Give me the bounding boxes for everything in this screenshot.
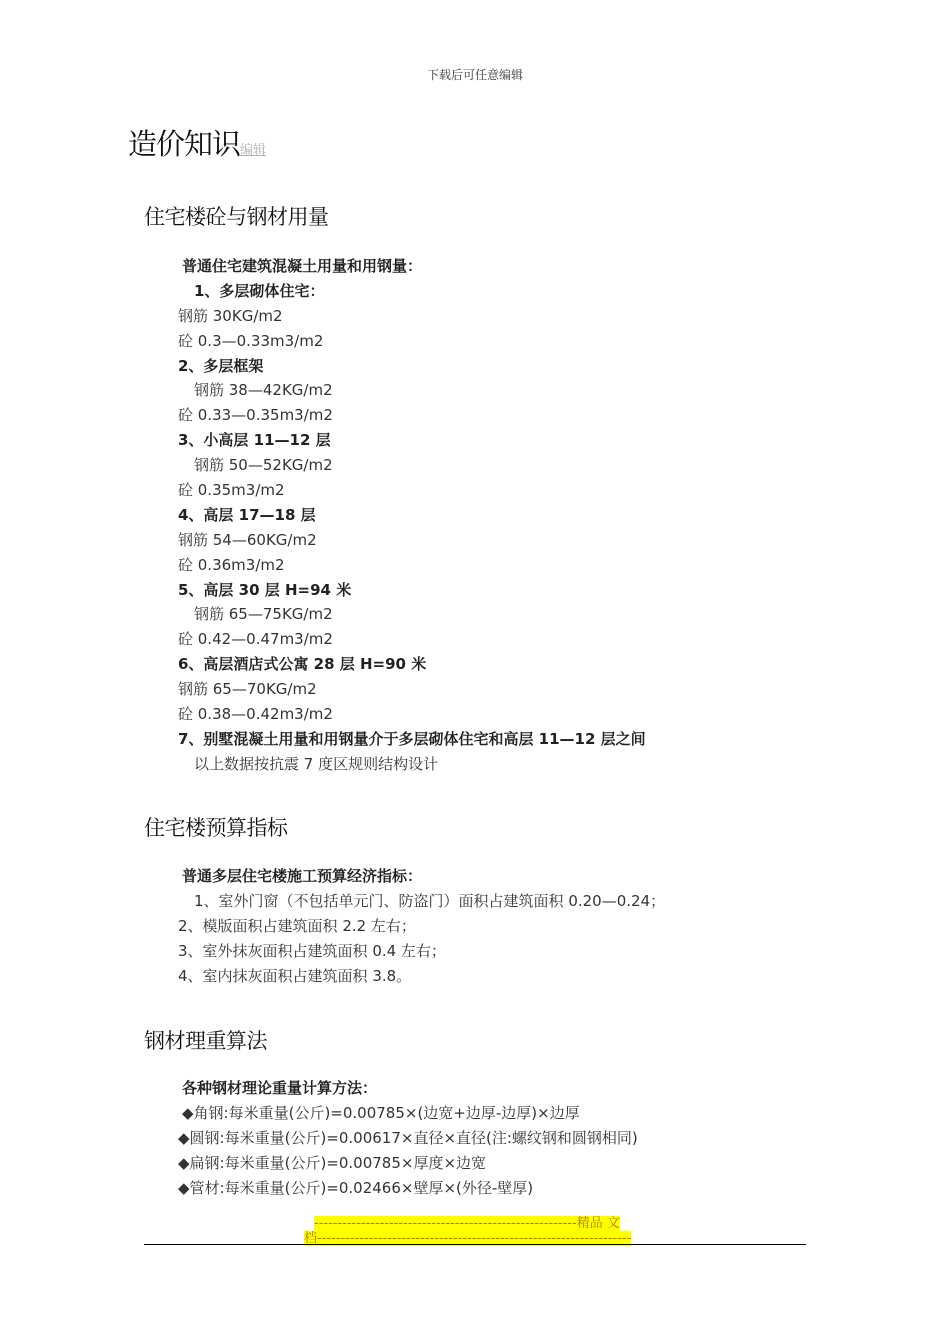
list-item: ◆圆钢:每米重量(公斤)=0.00617×直径×直径(注:螺纹钢和圆钢相同) xyxy=(178,1128,638,1147)
list-item: 钢筋 30KG/m2 xyxy=(178,306,283,325)
footer-banner-text-1: --------------------------------------------------------精品 文 xyxy=(314,1216,620,1231)
list-item: 钢筋 54—60KG/m2 xyxy=(178,530,317,549)
list-item: 2、模版面积占建筑面积 2.2 左右； xyxy=(178,916,416,935)
section-materials-content xyxy=(178,254,818,777)
intro-line: 普通住宅建筑混凝土用量和用钢量： xyxy=(182,257,423,275)
list-item: 钢筋 65—75KG/m2 xyxy=(194,605,333,624)
list-item: ◆扁钢:每米重量(公斤)=0.00785×厚度×边宽 xyxy=(178,1153,487,1172)
list-item: 7、别墅混凝土用量和用钢量介于多层砌体住宅和高层 11—12 层之间 xyxy=(178,729,646,748)
footer-banner-text-2: 档------------------------------------------------------------------- xyxy=(304,1231,632,1246)
list-item: 砼 0.38—0.42m3/m2 xyxy=(178,705,333,724)
section-heading-budget: 住宅楼预算指标 xyxy=(144,816,288,840)
list-item: 砼 0.35m3/m2 xyxy=(178,481,285,500)
header-note: 下载后可任意编辑 xyxy=(426,68,523,82)
list-item: 2、多层框架 xyxy=(178,356,264,375)
edit-link[interactable]: 编辑 xyxy=(240,143,267,158)
list-item: 钢筋 65—70KG/m2 xyxy=(178,680,317,699)
page-title-text: 造价知识 xyxy=(128,127,241,161)
list-item: 5、高层 30 层 H=94 米 xyxy=(178,580,352,599)
list-item: 砼 0.42—0.47m3/m2 xyxy=(178,630,333,649)
list-item: 钢筋 38—42KG/m2 xyxy=(194,381,333,400)
list-item: 3、小高层 11—12 层 xyxy=(178,431,331,450)
section-heading-steel-weight: 钢材理重算法 xyxy=(144,1029,267,1053)
list-item: 砼 0.33—0.35m3/m2 xyxy=(178,406,333,425)
list-item: 3、室外抹灰面积占建筑面积 0.4 左右； xyxy=(178,941,446,960)
list-item: 砼 0.3—0.33m3/m2 xyxy=(178,331,324,350)
footer-divider xyxy=(144,1244,806,1245)
list-item: 砼 0.36m3/m2 xyxy=(178,555,285,574)
intro-line: 各种钢材理论重量计算方法： xyxy=(182,1079,378,1097)
section-steel-weight-content xyxy=(178,1076,818,1200)
list-item: ◆管材:每米重量(公斤)=0.02466×壁厚×(外径-壁厚) xyxy=(178,1178,534,1197)
page-title xyxy=(128,122,266,163)
list-item: 6、高层酒店式公寓 28 层 H=90 米 xyxy=(178,655,427,674)
list-item: 1、室外门窗（不包括单元门、防盗门）面积占建筑面积 0.20—0.24； xyxy=(194,891,666,910)
section-budget-content xyxy=(178,864,818,988)
list-item: 钢筋 50—52KG/m2 xyxy=(194,456,333,475)
section-heading-materials: 住宅楼砼与钢材用量 xyxy=(144,205,329,229)
intro-line: 普通多层住宅楼施工预算经济指标： xyxy=(182,867,423,885)
list-item: 4、室内抹灰面积占建筑面积 3.8。 xyxy=(178,966,412,985)
note-line: 以上数据按抗震 7 度区规则结构设计 xyxy=(194,754,439,773)
list-item: ◆角钢:每米重量(公斤)=0.00785×(边宽+边厚-边厚)×边厚 xyxy=(182,1103,580,1122)
list-item: 4、高层 17—18 层 xyxy=(178,505,316,524)
list-item: 1、多层砌体住宅： xyxy=(194,281,325,300)
